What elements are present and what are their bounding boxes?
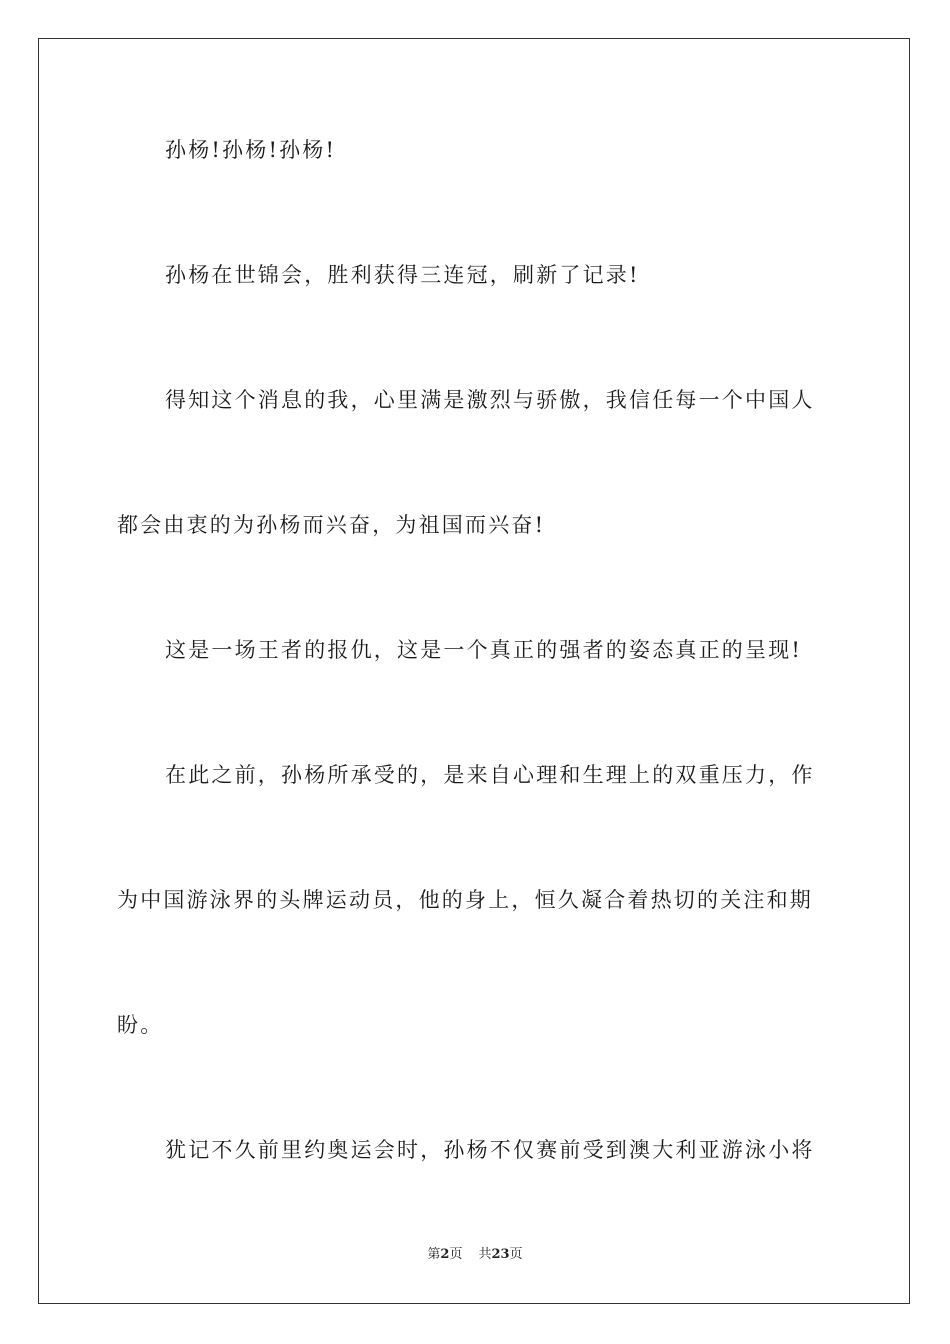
paragraph-line: 孙杨!孙杨!孙杨! [165, 138, 337, 162]
paragraph-line: 犹记不久前里约奥运会时，孙杨不仅赛前受到澳大利亚游泳小将 [165, 1138, 815, 1162]
page-border [38, 38, 910, 1304]
total-prefix: 共 [478, 1247, 492, 1262]
page-footer [0, 1245, 950, 1265]
paragraph-line: 盼。 [117, 1013, 164, 1037]
total-suffix: 页 [509, 1247, 523, 1262]
total-pages: 23 [491, 1247, 510, 1262]
paragraph-line: 都会由衷的为孙杨而兴奋，为祖国而兴奋! [117, 513, 546, 537]
paragraph-line: 得知这个消息的我，心里满是激烈与骄傲，我信任每一个中国人 [165, 388, 815, 412]
page-prefix: 第 [427, 1247, 441, 1262]
paragraph-line: 孙杨在世锦会，胜利获得三连冠，刷新了记录! [165, 263, 640, 287]
page-suffix: 页 [449, 1247, 463, 1262]
paragraph-line: 在此之前，孙杨所承受的，是来自心理和生理上的双重压力，作 [165, 763, 815, 787]
paragraph-line: 为中国游泳界的头牌运动员，他的身上，恒久凝合着热切的关注和期 [117, 888, 813, 912]
paragraph-line: 这是一场王者的报仇，这是一个真正的强者的姿态真正的呈现! [165, 638, 803, 662]
page-number: 2 [440, 1247, 450, 1262]
